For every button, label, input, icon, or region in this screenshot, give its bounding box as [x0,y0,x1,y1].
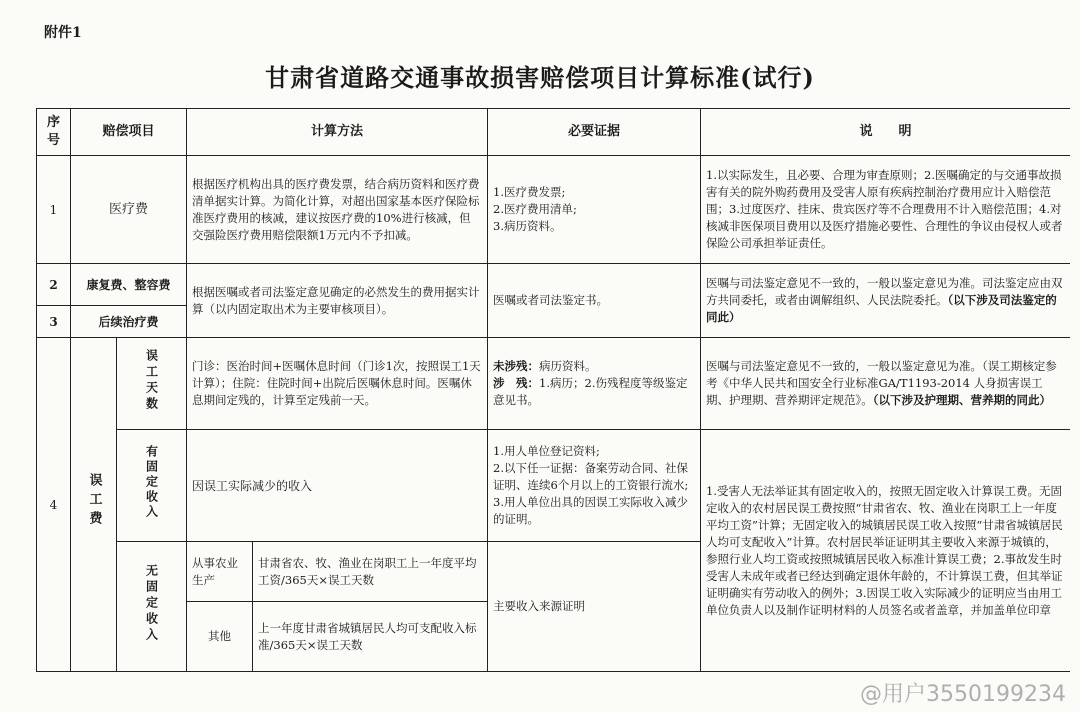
evidence-days [488,338,701,430]
nonfixed-income-label: 无固定收入 [144,563,159,644]
note-rehab-text: 医嘱与司法鉴定意见不一致的，一般以鉴定意见为准。司法鉴定应由双方共同委托，或者由调解组织、人民法院委托。 [706,276,1063,307]
nonfixed-other-label: 其他 [187,602,253,672]
table-row [37,156,1071,264]
row-number: 1 [37,156,71,264]
method-nonfixed-other: 上一年度甘肃省城镇居民人均可支配收入标准/365天×误工天数 [253,602,488,672]
sub-item-nonfixed-income [117,542,187,672]
table-row [37,264,1071,306]
document-title: 甘肃省道路交通事故损害赔偿项目计算标准(试行) [265,63,815,92]
evidence-days-label-2: 涉 残： [493,376,540,390]
item-lost-wages [71,338,117,672]
sub-item-fixed-income [117,430,187,542]
note-rehab [701,264,1070,338]
note-days [701,338,1070,430]
row-number: 4 [37,338,71,672]
col-header-method: 计算方法 [187,109,488,156]
nonfixed-agri-label: 从事农业生产 [187,542,253,602]
col-header-no: 序号 [37,109,71,156]
evidence-days-text-1: 病历资料。 [539,359,597,373]
row-number: 2 [37,264,71,306]
col-header-evidence: 必要证据 [488,109,701,156]
header-row [37,109,1071,156]
col-header-note: 说 明 [701,109,1070,156]
method-rehab: 根据医嘱或者司法鉴定意见确定的必然发生的费用据实计算（以内固定取出术为主要审核项目）。 [187,264,488,338]
item-medical: 医疗费 [71,156,187,264]
evidence-days-text-2: 1.病历；2.伤残程度等级鉴定意见书。 [493,376,688,407]
row-number: 3 [37,306,71,338]
method-fixed-income: 因误工实际减少的收入 [187,430,488,542]
fixed-income-label: 有固定收入 [144,445,159,520]
note-days-text: 医嘱与司法鉴定意见不一致的，一般以鉴定意见为准。（误工期核定参考《中华人民共和国安全行业标准GA/T1193-2014 人身损害误工期、护理期、营养期评定规范》。 [706,359,1057,407]
watermark: @用户3550199234 [860,682,1066,707]
compensation-table [36,108,1070,712]
note-rehab-emphasis: （以下涉及司法鉴定的同此） [706,293,1057,324]
attachment-label: 附件1 [44,25,82,41]
evidence-rehab: 医嘱或者司法鉴定书。 [488,264,701,338]
lost-wages-label: 误工费 [86,472,102,530]
method-medical: 根据医疗机构出具的医疗费发票，结合病历资料和医疗费清单据实计算。为简化计算，对超出国家基本医疗保险标准医疗费用的核减，建议按医疗费的10%进行核减，但交强险医疗费用赔偿限额1万元内不予扣减。 [187,156,488,264]
col-header-item: 赔偿项目 [71,109,187,156]
evidence-days-label-1: 未涉残： [493,359,540,373]
table-row [37,338,1071,430]
evidence-fixed-income: 1.用人单位登记资料; 2.以下任一证据：备案劳动合同、社保证明、连续6个月以上的工资银行流水; 3.用人单位出具的因误工实际收入减少的证明。 [488,430,701,542]
evidence-nonfixed-income: 主要收入来源证明 [488,542,701,672]
sub-item-days [117,338,187,430]
table-row [37,430,1071,542]
note-medical: 1.以实际发生，且必要、合理为审查原则；2.医嘱确定的与交通事故损害有关的院外购药费用及受害人原有疾病控制治疗费用应计入赔偿范围；3.过度医疗、挂床、贵宾医疗等不合理费用不计入赔偿范围；4.对核减非医保项目费用以及医疗措施必要性、合理性的争议由侵权人或者保险公司承担举证责任。 [701,156,1070,264]
note-income: 1.受害人无法举证其有固定收入的，按照无固定收入计算误工费。无固定收入的农村居民误工费按照“甘肃省农、牧、渔业在岗职工上一年度平均工资”计算；无固定收入的城镇居民误工收入按照“甘肃省城镇居民人均可支配收入”计算。农村居民举证证明其主要收入来源于城镇的，参照行业人均工资或按照城镇居民收入标准计算误工费；2.事故发生时受害人未成年或者已经达到确定退休年龄的，不计算误工费，但其举证证明确实有劳动收入的例外；3.因误工收入实际减少的证明应当由用工单位负责人以及制作证明材料的人员签名或者盖章，并加盖单位印章 [701,430,1070,672]
note-days-emphasis: （以下涉及护理期、营养期的同此） [872,393,1052,407]
method-days: 门诊：医治时间+医嘱休息时间（门诊1次，按照误工1天计算）；住院：住院时间+出院后医嘱休息时间。医嘱休息期间定残的，计算至定残前一天。 [187,338,488,430]
method-nonfixed-agri: 甘肃省农、牧、渔业在岗职工上一年度平均工资/365天×误工天数 [253,542,488,602]
item-rehab: 康复费、整容费 [71,264,187,306]
evidence-medical: 1.医疗费发票; 2.医疗费用清单; 3.病历资料。 [488,156,701,264]
item-followup: 后续治疗费 [71,306,187,338]
days-label: 误工天数 [144,348,159,413]
